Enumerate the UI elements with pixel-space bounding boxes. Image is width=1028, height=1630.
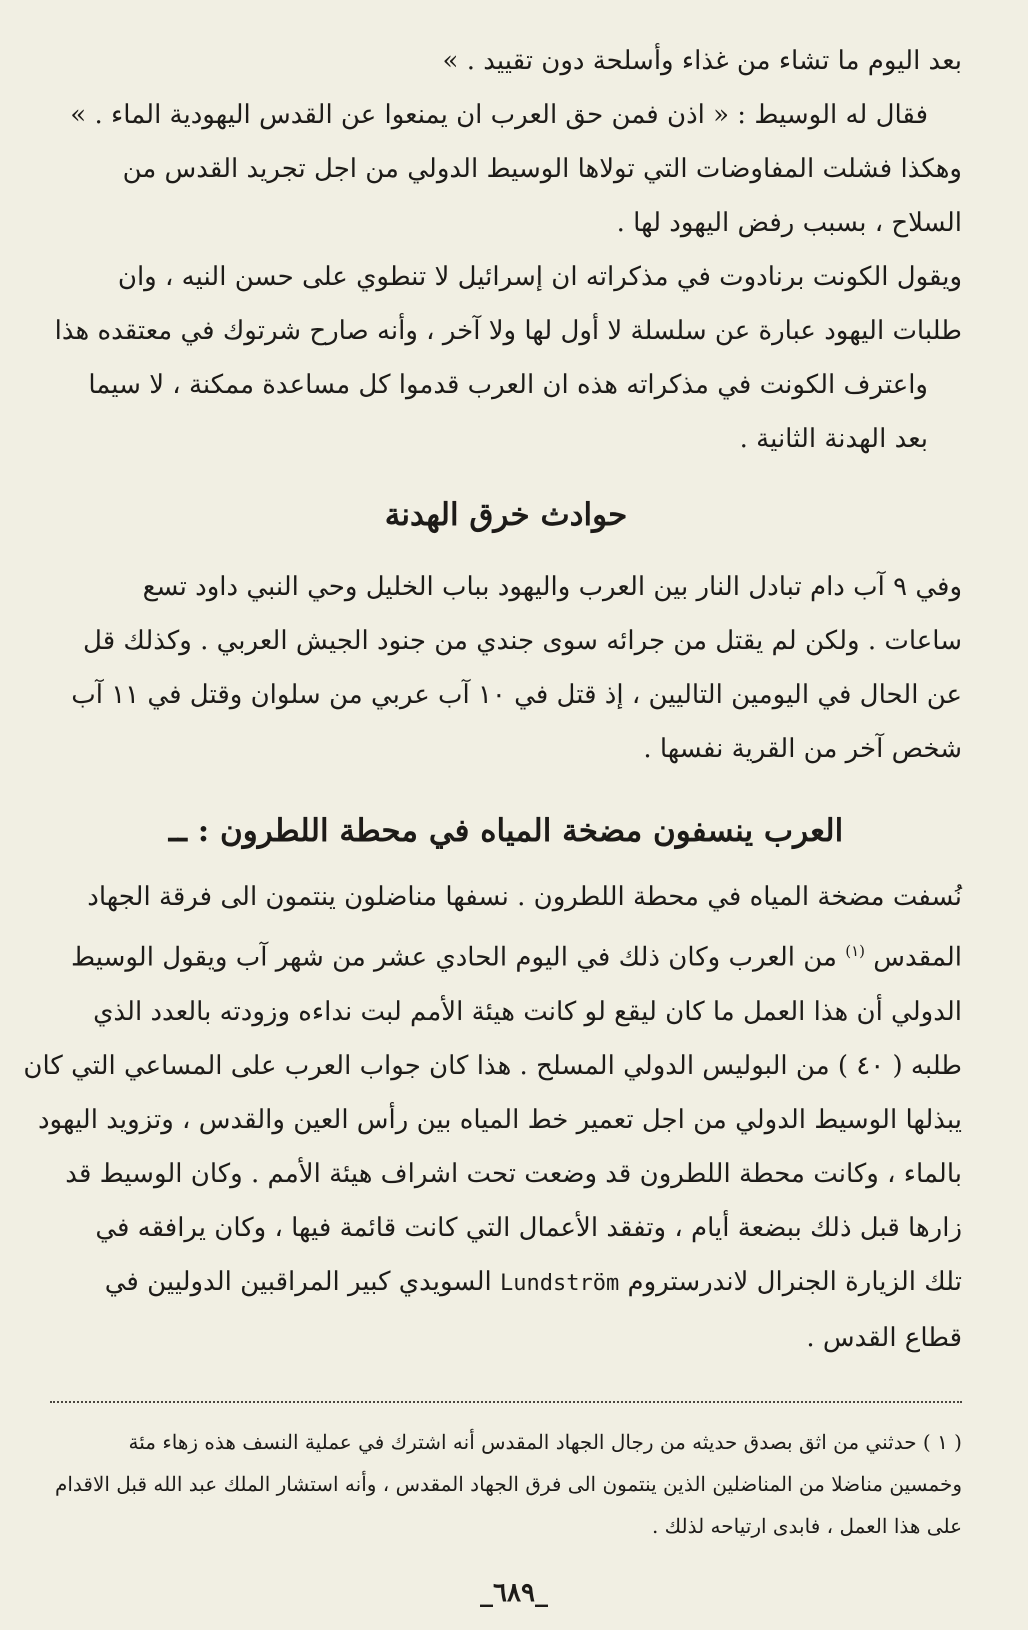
paragraph-count-admits: [50, 358, 962, 466]
footnote-reference: (١): [845, 942, 866, 960]
text-fragment: السويدي كبير المراقبين الدوليين في: [104, 1266, 492, 1297]
text-line: طلبات اليهود عبارة عن سلسلة لا أول لها ولا آخر ، وأنه صارح شرتوك في معتقده هذا: [54, 316, 962, 346]
text-line: [50, 924, 962, 985]
text-line: زارها قبل ذلك ببضعة أيام ، وتفقد الأعمال التي كانت قائمة فيها ، وكان يرافقه في: [95, 1212, 962, 1243]
page-number: _٦٨٩_: [480, 1578, 548, 1608]
text-line: يبذلها الوسيط الدولي من اجل تعمير خط المياه بين رأس العين والقدس ، وتزويد اليهود: [37, 1104, 962, 1135]
footnote-line: على هذا العمل ، فابدى ارتياحه لذلك .: [651, 1513, 962, 1538]
text-line: ساعات . ولكن لم يقتل من جرائه سوى جندي من جنود الجيش العربي . وكذلك قل: [83, 626, 962, 656]
text-line: بالماء ، وكانت محطة اللطرون قد وضعت تحت اشراف هيئة الأمم . وكان الوسيط قد: [65, 1158, 962, 1189]
paragraph-quote-end: [50, 34, 962, 88]
section-heading-truce-violations: حوادث خرق الهدنة: [384, 497, 628, 533]
paragraph-mediator-reply: [50, 88, 962, 142]
text-line: عن الحال في اليومين التاليين ، إذ قتل في ١٠ آب عربي من سلوان وقتل في ١١ آب: [71, 680, 962, 710]
footnote: [50, 1421, 962, 1547]
text-fragment: تلك الزيارة الجنرال لاندرستروم: [627, 1266, 962, 1297]
text-line: وفي ٩ آب دام تبادل النار بين العرب واليهود بباب الخليل وحي النبي داود تسع: [142, 572, 962, 602]
text-line: شخص آخر من القرية نفسها .: [643, 734, 962, 764]
text-line: وهكذا فشلت المفاوضات التي تولاها الوسيط الدولي من اجل تجريد القدس من: [122, 154, 962, 184]
paragraph-bernadotte-memoirs: [50, 250, 962, 358]
text-line: واعترف الكونت في مذكراته هذه ان العرب قدموا كل مساعدة ممكنة ، لا سيما: [88, 370, 928, 400]
footnote-line: ( ١ ) حدثني من اثق بصدق حديثه من رجال الجهاد المقدس أنه اشترك في عملية النسف هذه زهاء مئة: [128, 1429, 962, 1454]
footnote-line: وخمسين مناضلا من المناضلين الذين ينتمون الى فرق الجهاد المقدس ، وأنه استشار الملك عبد الله قبل الاقدام: [54, 1471, 962, 1496]
text-line: بعد الهدنة الثانية .: [739, 424, 928, 454]
text-line: قطاع القدس .: [806, 1322, 962, 1353]
top-section: [50, 34, 962, 466]
text-line: ويقول الكونت برنادوت في مذكراته ان إسرائيل لا تنطوي على حسن النيه ، وان: [117, 262, 962, 292]
text-line: طلبه ( ٤٠ ) من البوليس الدولي المسلح . هذا كان جواب العرب على المساعي التي كان: [23, 1050, 962, 1081]
paragraph-truce-incidents: [50, 560, 962, 776]
text-fragment: المقدس: [873, 942, 962, 973]
section-heading-latrun-pump: العرب ينسفون مضخة المياه في محطة اللطرون : ــ: [168, 813, 844, 849]
text-line: [50, 1255, 962, 1311]
text-line: فقال له الوسيط : « اذن فمن حق العرب ان يمنعوا عن القدس اليهودية الماء . »: [70, 100, 928, 130]
text-line: الدولي أن هذا العمل ما كان ليقع لو كانت هيئة الأمم لبت نداءه وزودته بالعدد الذي: [93, 996, 962, 1027]
text-line: السلاح ، بسبب رفض اليهود لها .: [616, 208, 962, 238]
paragraph-latrun-bombing: [23, 870, 962, 1365]
footnote-divider: [50, 1401, 962, 1403]
paragraph-negotiations-failed: [50, 142, 962, 250]
latin-name: Lundström: [500, 1270, 620, 1296]
text-fragment: من العرب وكان ذلك في اليوم الحادي عشر من شهر آب ويقول الوسيط: [71, 942, 837, 973]
text-line: نُسفت مضخة المياه في محطة اللطرون . نسفها مناضلون ينتمون الى فرقة الجهاد: [87, 882, 962, 912]
text-line: بعد اليوم ما تشاء من غذاء وأسلحة دون تقييد . »: [442, 46, 962, 76]
